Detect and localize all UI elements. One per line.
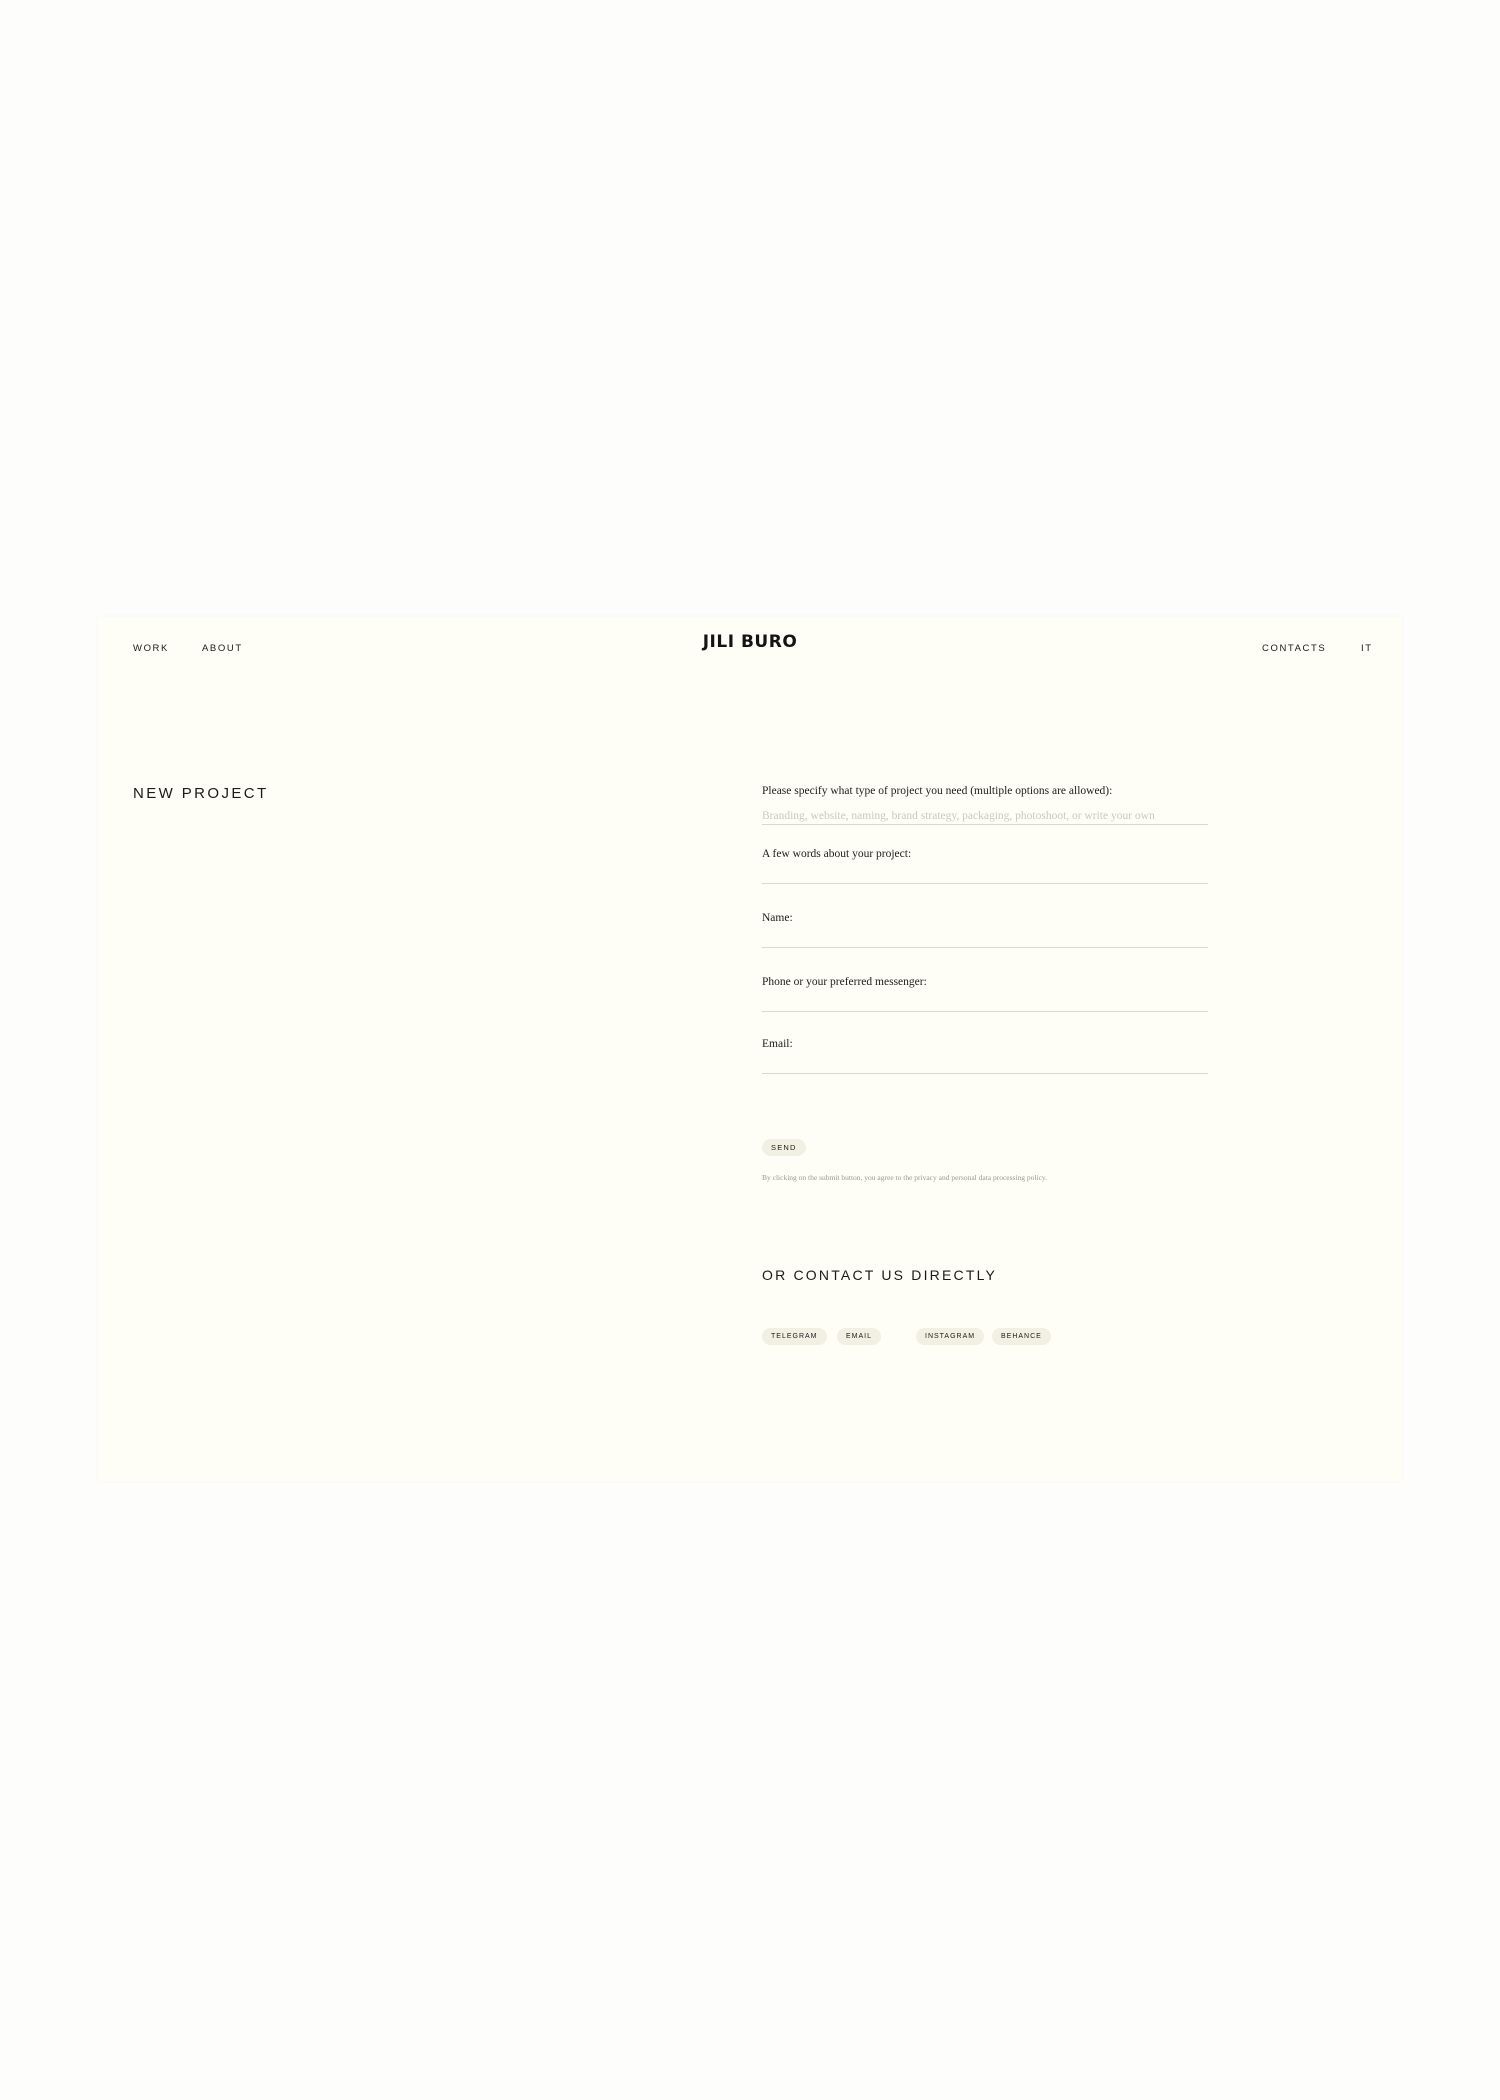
about-input[interactable] (762, 862, 1208, 884)
name-label: Name: (762, 912, 793, 924)
phone-label: Phone or your preferred messenger: (762, 976, 927, 988)
site-logo[interactable]: JILI BURO (702, 632, 798, 652)
nav-work-link[interactable]: WORK (133, 643, 169, 654)
phone-field (762, 974, 1208, 1012)
language-switch-link[interactable]: IT (1361, 643, 1373, 654)
telegram-link[interactable]: TELEGRAM (762, 1328, 827, 1345)
email-link[interactable]: EMAIL (837, 1328, 881, 1345)
project-type-input[interactable] (762, 808, 1208, 825)
nav-about-link[interactable]: ABOUT (202, 643, 243, 654)
about-label: A few words about your project: (762, 848, 912, 860)
email-field (762, 1036, 1208, 1074)
site-frame (98, 617, 1402, 1481)
project-type-field (762, 783, 1208, 825)
project-type-label: Please specify what type of project you need (multiple options are allowed): (762, 785, 1113, 797)
nav-contacts-link[interactable]: CONTACTS (1262, 643, 1327, 654)
phone-input[interactable] (762, 990, 1208, 1012)
email-input[interactable] (762, 1052, 1208, 1074)
name-input[interactable] (762, 926, 1208, 948)
logo-wrapper (98, 632, 1402, 652)
instagram-link[interactable]: INSTAGRAM (916, 1328, 984, 1345)
behance-link[interactable]: BEHANCE (992, 1328, 1051, 1345)
privacy-disclaimer: By clicking on the submit button, you agree to the privacy and personal data processing policy. (762, 1173, 1048, 1182)
new-project-form (762, 783, 1208, 1074)
page-title: NEW PROJECT (133, 785, 269, 802)
name-field (762, 910, 1208, 948)
send-button[interactable]: SEND (762, 1139, 806, 1156)
contact-section-title: OR CONTACT US DIRECTLY (762, 1267, 998, 1283)
about-field (762, 846, 1208, 884)
email-label: Email: (762, 1038, 793, 1050)
